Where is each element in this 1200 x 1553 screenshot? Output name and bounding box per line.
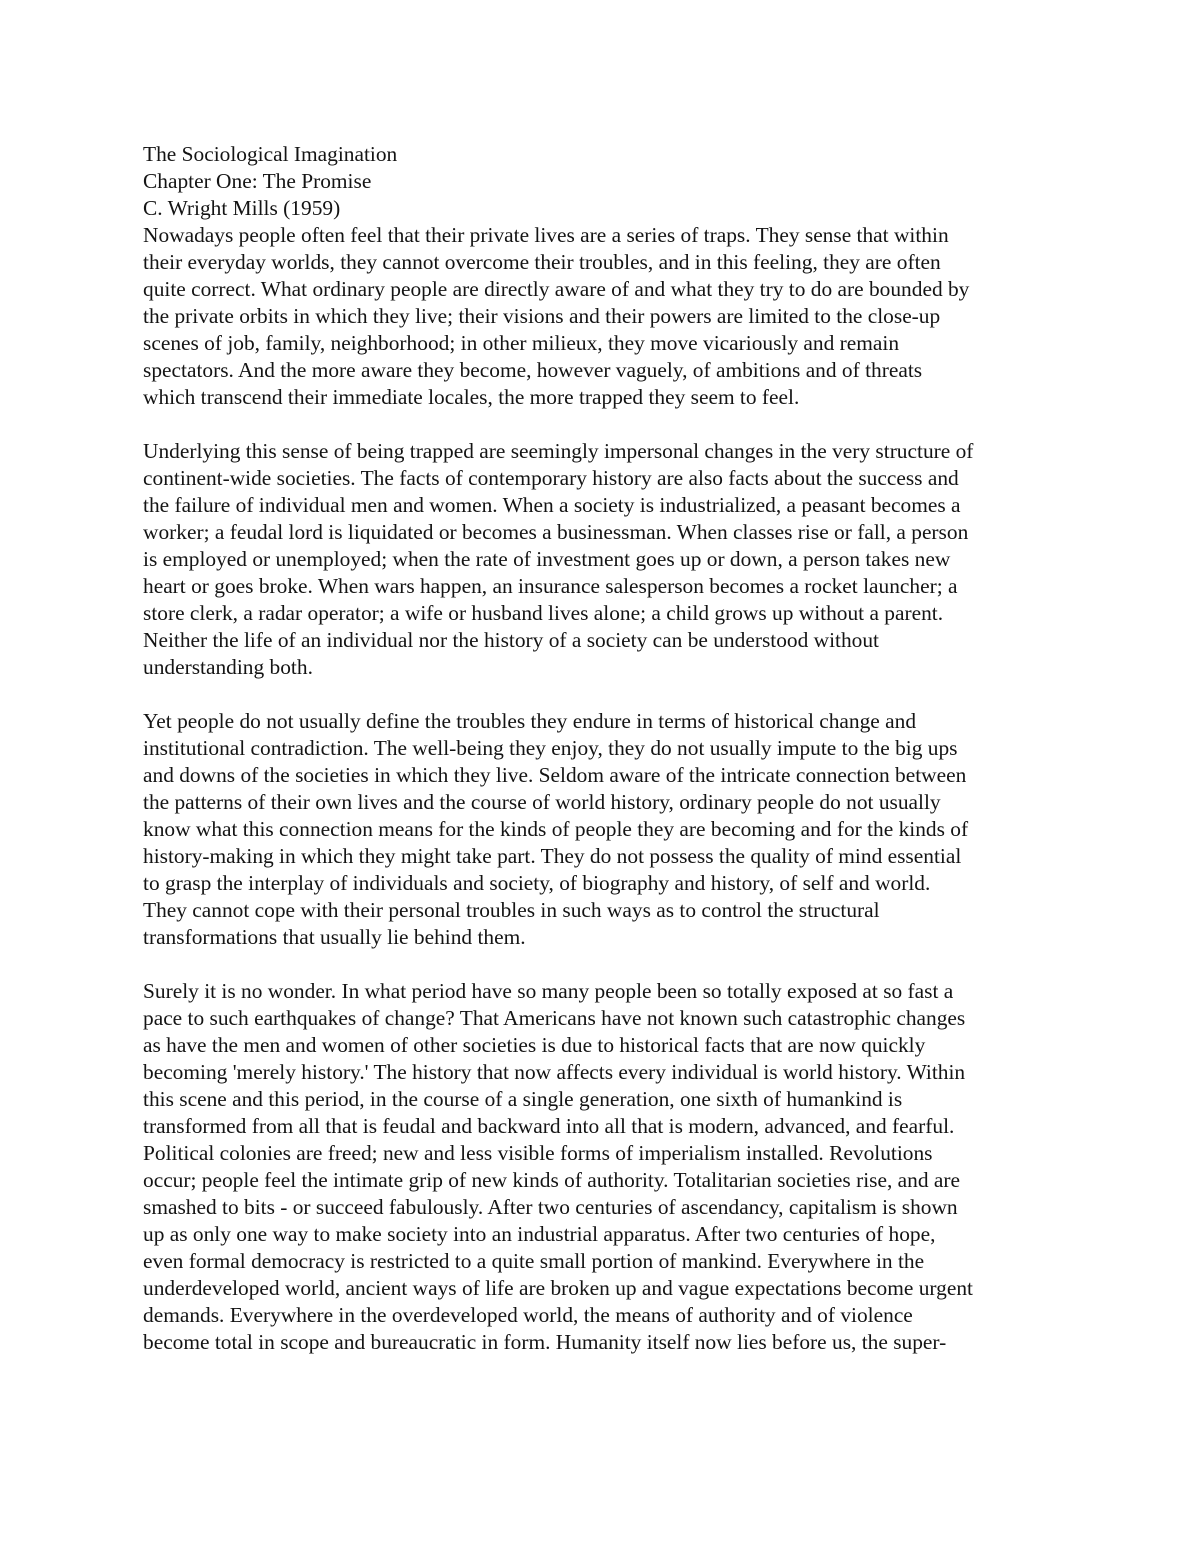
text-line: transformed from all that is feudal and backward into all that is modern, advanced, and fearful. [143,1114,955,1138]
text-line: becoming 'merely history.' The history that now affects every individual is world history. Within [143,1060,966,1084]
text-line: Nowadays people often feel that their private lives are a series of traps. They sense that within [143,223,949,247]
text-line: demands. Everywhere in the overdeveloped world, the means of authority and of violence [143,1303,913,1327]
text-line: spectators. And the more aware they become, however vaguely, of ambitions and of threats [143,358,923,382]
text-line: pace to such earthquakes of change? That Americans have not known such catastrophic changes [143,1006,966,1030]
paragraph-1 [143,222,1063,411]
text-line: history-making in which they might take part. They do not possess the quality of mind essential [143,844,962,868]
text-line: continent-wide societies. The facts of contemporary history are also facts about the success and [143,466,959,490]
text-line: store clerk, a radar operator; a wife or husband lives alone; a child grows up without a parent. [143,601,944,625]
text-line: occur; people feel the intimate grip of new kinds of authority. Totalitarian societies rise, and are [143,1168,961,1192]
text-line: as have the men and women of other societies is due to historical facts that are now quickly [143,1033,926,1057]
text-line: heart or goes broke. When wars happen, an insurance salesperson becomes a rocket launcher; a [143,574,958,598]
text-line: Political colonies are freed; new and less visible forms of imperialism installed. Revolutions [143,1141,933,1165]
text-line: up as only one way to make society into an industrial apparatus. After two centuries of hope, [143,1222,936,1246]
text-line: to grasp the interplay of individuals and society, of biography and history, of self and world. [143,871,931,895]
text-line: know what this connection means for the kinds of people they are becoming and for the kinds of [143,817,969,841]
text-line: Underlying this sense of being trapped are seemingly impersonal changes in the very structure of [143,439,974,463]
text-line: They cannot cope with their personal troubles in such ways as to control the structural [143,898,880,922]
text-line: the failure of individual men and women. When a society is industrialized, a peasant becomes a [143,493,961,517]
text-line: even formal democracy is restricted to a quite small portion of mankind. Everywhere in the [143,1249,925,1273]
text-line: the private orbits in which they live; their visions and their powers are limited to the close-up [143,304,941,328]
paragraph-spacer [143,951,1063,978]
text-line: smashed to bits - or succeed fabulously. After two centuries of ascendancy, capitalism is shown [143,1195,958,1219]
text-line: underdeveloped world, ancient ways of life are broken up and vague expectations become urgent [143,1276,973,1300]
text-line: quite correct. What ordinary people are directly aware of and what they try to do are bounded by [143,277,970,301]
text-line: scenes of job, family, neighborhood; in other milieux, they move vicariously and remain [143,331,900,355]
author-line: C. Wright Mills (1959) [143,196,341,220]
text-line: worker; a feudal lord is liquidated or becomes a businessman. When classes rise or fall, a person [143,520,969,544]
text-line: and downs of the societies in which they live. Seldom aware of the intricate connection between [143,763,967,787]
document-title: The Sociological Imagination [143,142,398,166]
text-line: Surely it is no wonder. In what period have so many people been so totally exposed at so fast a [143,979,954,1003]
text-line: their everyday worlds, they cannot overcome their troubles, and in this feeling, they are often [143,250,941,274]
text-line: understanding both. [143,655,313,679]
paragraph-spacer [143,681,1063,708]
text-line: become total in scope and bureaucratic in form. Humanity itself now lies before us, the super- [143,1330,947,1354]
text-line: institutional contradiction. The well-being they enjoy, they do not usually impute to the big ups [143,736,958,760]
paragraph-2 [143,438,1063,681]
text-line: the patterns of their own lives and the course of world history, ordinary people do not usually [143,790,941,814]
paragraph-4 [143,978,1063,1356]
paragraph-3 [143,708,1063,951]
document-body [143,141,1063,1356]
paragraph-spacer [143,411,1063,438]
chapter-heading: Chapter One: The Promise [143,169,372,193]
text-line: Yet people do not usually define the troubles they endure in terms of historical change and [143,709,917,733]
text-line: transformations that usually lie behind them. [143,925,526,949]
text-line: this scene and this period, in the course of a single generation, one sixth of humankind is [143,1087,903,1111]
text-line: which transcend their immediate locales, the more trapped they seem to feel. [143,385,800,409]
text-line: Neither the life of an individual nor the history of a society can be understood without [143,628,880,652]
text-line: is employed or unemployed; when the rate of investment goes up or down, a person takes new [143,547,951,571]
